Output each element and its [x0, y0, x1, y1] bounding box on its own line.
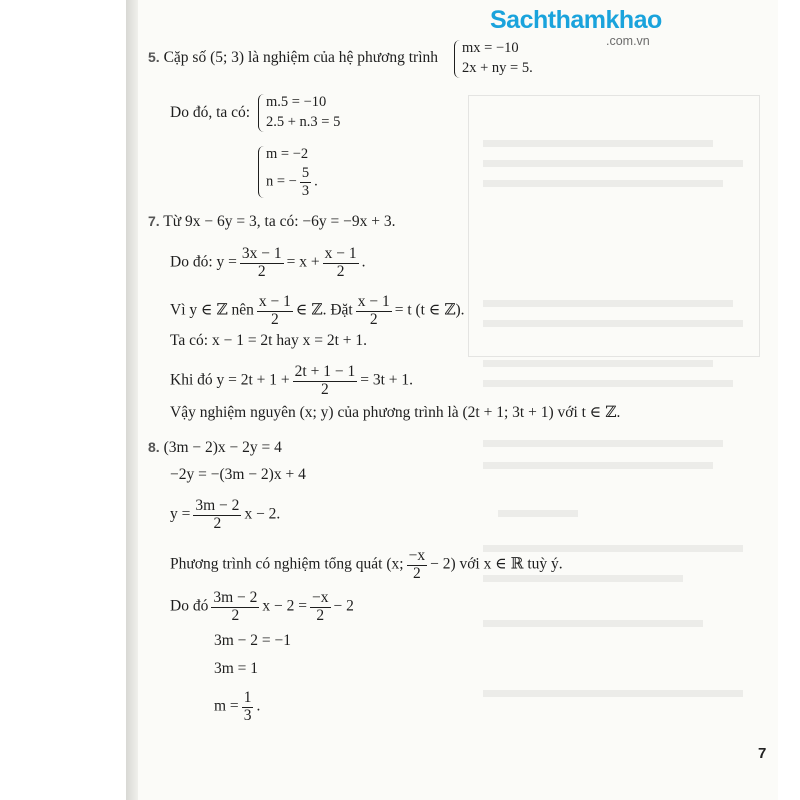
ex8-number: 8. — [148, 439, 160, 455]
ex7-line1: 7. Từ 9x − 6y = 3, ta có: −6y = −9x + 3. — [148, 213, 396, 230]
bleed-through-line — [483, 360, 713, 367]
ex8-line8: m = $\frac{1}{3}$ . — [214, 689, 261, 724]
site-logo-domain: .com.vn — [606, 34, 650, 48]
bleed-through-line — [483, 380, 733, 387]
page-number: 7 — [758, 745, 767, 762]
bleed-through-line — [483, 160, 743, 167]
ex8-line7: 3m = 1 — [214, 660, 259, 677]
site-logo: Sachthamkhao — [490, 6, 662, 34]
bleed-through-line — [483, 620, 703, 627]
ex5-statement — [148, 48, 438, 67]
ex8-line2: −2y = −(3m − 2)x + 4 — [170, 466, 306, 483]
ex5-systemB-eq2: n = − $\frac{5}{3}$ . — [266, 165, 318, 199]
ex5-systemB-brace — [258, 146, 265, 198]
ex5-systemA-eq1: m.5 = −10 — [266, 94, 327, 110]
ex5-systemA-eq2: 2.5 + n.3 = 5 — [266, 114, 341, 130]
bleed-through-line — [483, 140, 713, 147]
ex5-systemA — [266, 92, 340, 132]
ex5-system-brace — [454, 40, 461, 78]
ex5-number: 5. — [148, 49, 160, 65]
ex7-line2: Do đó: y = $\frac{3x - 1}{2}$ = x + $\frac{x - 1}{2}$ . — [170, 245, 366, 280]
ex8-line4: Phương trình có nghiệm tổng quát (x; $\frac{-x}{2}$ − 2) với x ∈ ℝ tuỳ ý. — [170, 547, 563, 582]
bleed-through-line — [483, 462, 713, 469]
ex5-statement-text: Cặp số (5; 3) là nghiệm của hệ phương trình — [163, 49, 439, 66]
bleed-through-line — [483, 690, 743, 697]
ex8-line3: y = $\frac{3m - 2}{2}$ x − 2. — [170, 497, 281, 532]
bleed-through-heading — [538, 42, 543, 64]
ex7-conclusion: Vậy nghiệm nguyên (x; y) của phương trình là (2t + 1; 3t + 1) với t ∈ ℤ. — [170, 404, 621, 421]
ex7-line4: Ta có: x − 1 = 2t hay x = 2t + 1. — [170, 332, 368, 349]
bleed-through-line — [483, 440, 723, 447]
ex5-systemA-brace — [258, 94, 265, 132]
bleed-through-line — [483, 300, 733, 307]
ex7-line3: Vì y ∈ ℤ nên $\frac{x - 1}{2}$ ∈ ℤ. Đặt $\frac{x - 1}{2}$ = t (t ∈ ℤ). — [170, 293, 465, 328]
ex8-line6: 3m − 2 = −1 — [214, 632, 292, 649]
ex5-system — [462, 38, 533, 78]
ex5-doda: Do đó, ta có: — [170, 104, 251, 121]
bleed-through-line — [498, 510, 578, 517]
ex5-systemB-eq1: m = −2 — [266, 146, 309, 162]
bleed-through-line — [483, 320, 743, 327]
ex7-line5: Khi đó y = 2t + 1 + $\frac{2t + 1 - 1}{2}$ = 3t + 1. — [170, 363, 413, 398]
ex7-number: 7. — [148, 213, 160, 229]
book-page — [138, 0, 778, 800]
ex8-line1: 8. (3m − 2)x − 2y = 4 — [148, 439, 282, 456]
bleed-through-line — [483, 180, 723, 187]
ex5-system-eq2: 2x + ny = 5. — [462, 60, 533, 76]
ex8-line5: Do đó $\frac{3m - 2}{2}$ x − 2 = $\frac{-x}{2}$ − 2 — [170, 589, 354, 624]
bleed-through-box — [468, 95, 760, 357]
ex5-system-eq1: mx = −10 — [462, 40, 519, 56]
